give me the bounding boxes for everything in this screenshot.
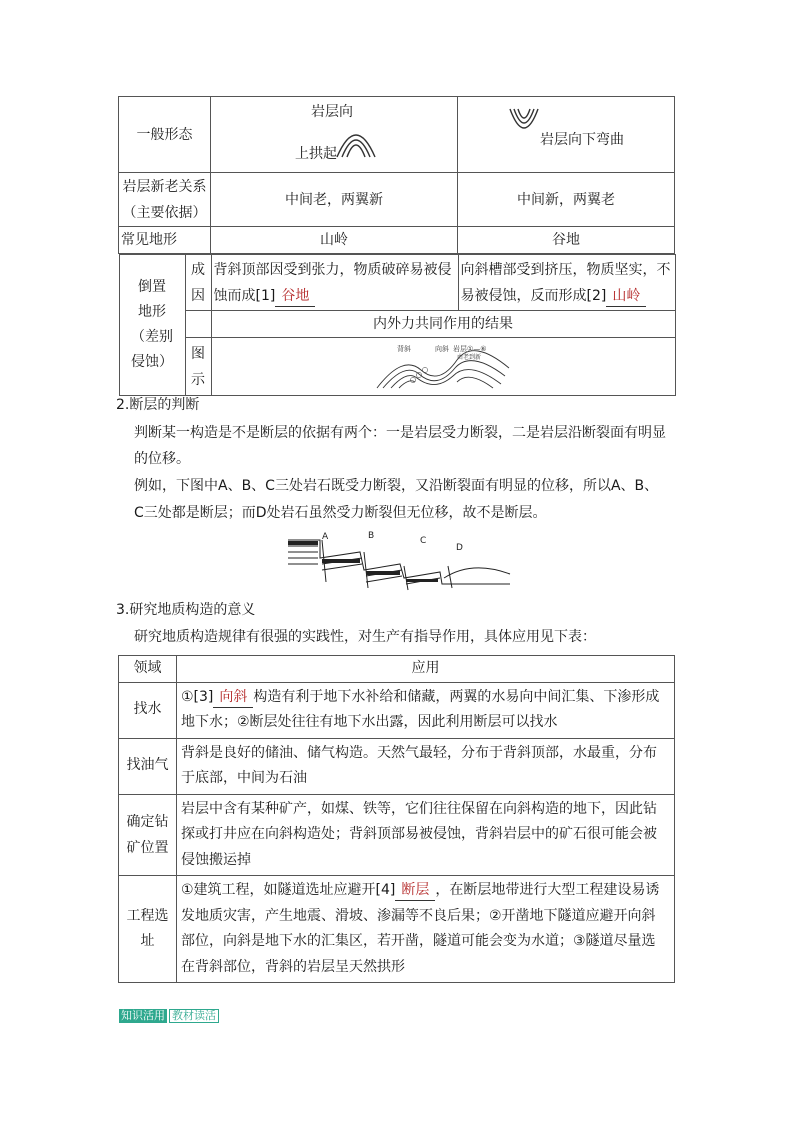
header-application: 应用 — [177, 656, 675, 683]
syncline-landform: 谷地 — [458, 227, 675, 254]
anticline-form-cell — [211, 97, 458, 173]
fault-diagram — [282, 530, 514, 592]
fault-label-d: D — [456, 543, 463, 553]
anticline-sketch-icon — [335, 119, 377, 159]
fault-label-c: C — [420, 536, 427, 546]
section-2-p2-line2: C三处都是断层；而D处岩石虽然受力断裂但无位移，故不是断层。 — [134, 505, 547, 521]
row-label-form: 一般形态 — [119, 97, 211, 173]
row-label-landform: 常见地形 — [119, 227, 211, 254]
inverted-landform-diagram — [373, 342, 513, 392]
tag-knowledge-use: 知识活用 — [121, 1009, 165, 1022]
app-engineering: ①建筑工程，如隧道选址应避开[4] 断层 ，在断层地带进行大型工程建设易诱 发地质灾害，产生地震、滑坡、渗漏等不良后果；②开凿地下隧道应避开向斜 部位，向斜是地下水的汇集区，若开凿，隧道可能会变为水道；③隧道尽量选 在背斜部位，背斜的岩层呈天然拱形 — [177, 876, 675, 983]
field-water: 找水 — [119, 682, 177, 738]
sub-label-cause: 成因 — [185, 255, 211, 311]
inverted-landform-figure — [211, 338, 675, 396]
fault-label-a: A — [322, 532, 329, 542]
anticline-form-top: 岩层向 — [311, 104, 353, 120]
answer-1: 谷地 — [275, 286, 315, 307]
syncline-cause: 向斜槽部受到挤压，物质坚实，不 易被侵蚀，反而形成[2] 山岭 — [458, 255, 675, 311]
app-drilling: 岩层中含有某种矿产，如煤、铁等，它们往往保留在向斜构造的地下，因此钻 探或打井应在向斜构造处；背斜顶部易被侵蚀，背斜岩层中的矿石很可能会被 侵蚀搬运掉 — [177, 794, 675, 876]
anticline-landform: 山岭 — [211, 227, 458, 254]
app-water: ①[3] 向斜 构造有利于地下水补给和储藏，两翼的水易向中间汇集、下渗形成 地下水；②断层处往往有地下水出露，因此利用断层可以找水 — [177, 682, 675, 738]
fault-label-b: B — [368, 531, 375, 541]
inverted-landform-subtable — [119, 254, 676, 396]
footer-tags — [119, 1007, 221, 1023]
answer-2: 山岭 — [606, 286, 646, 307]
answer-3: 向斜 — [213, 687, 253, 708]
anticline-form-bottom: 上拱起 — [295, 146, 337, 162]
section-2-p2-line1: 例如，下图中A、B、C三处岩石既受力断裂，又沿断裂面有明显的位移，所以A、B、 — [134, 478, 659, 494]
application-table — [118, 655, 675, 983]
app-oil-gas: 背斜是良好的储油、储气构造。天然气最轻，分布于背斜顶部，水最重，分布 于底部，中间为石油 — [177, 738, 675, 794]
combined-cause: 内外力共同作用的结果 — [211, 311, 675, 338]
field-engineering: 工程选址 — [119, 876, 177, 983]
syncline-sketch-icon — [508, 107, 540, 139]
answer-4: 断层 — [395, 880, 435, 901]
tag-textbook-reading: 教材读活 — [169, 1009, 219, 1023]
field-oil-gas: 找油气 — [119, 738, 177, 794]
label-xiangxie: 向斜 — [435, 344, 449, 353]
label-yanceng: 岩层①—⑥ — [453, 344, 487, 353]
syncline-form-cell — [458, 97, 675, 173]
section-3-title: 3.研究地质构造的意义 — [116, 602, 256, 618]
field-drilling: 确定钻 矿位置 — [119, 794, 177, 876]
section-3-intro: 研究地质构造规律有很强的实践性，对生产有指导作用，具体应用见下表： — [134, 629, 596, 645]
fold-structure-table — [118, 96, 675, 396]
anticline-cause: 背斜顶部因受到张力，物质破碎易被侵 蚀而成[1] 谷地 — [211, 255, 458, 311]
syncline-form-text: 岩层向下弯曲 — [540, 132, 624, 148]
syncline-age: 中间新，两翼老 — [458, 173, 675, 227]
sub-label-figure: 图示 — [185, 338, 211, 396]
sub-label-cause-cont — [185, 311, 211, 338]
row-label-inverted: 倒置 地形 （差别 侵蚀） — [119, 255, 185, 396]
row-label-age: 岩层新老关系 （主要依据） — [119, 173, 211, 227]
label-youlao: 由老到新 — [457, 353, 482, 361]
section-2-title: 2.断层的判断 — [116, 397, 200, 413]
header-field: 领域 — [119, 656, 177, 683]
anticline-age: 中间老，两翼新 — [211, 173, 458, 227]
label-beixie: 背斜 — [397, 344, 411, 353]
section-2-p1-line1: 判断某一构造是不是断层的依据有两个：一是岩层受力断裂，二是岩层沿断裂面有明显 — [134, 425, 666, 441]
section-2-p1-line2: 的位移。 — [134, 451, 190, 467]
